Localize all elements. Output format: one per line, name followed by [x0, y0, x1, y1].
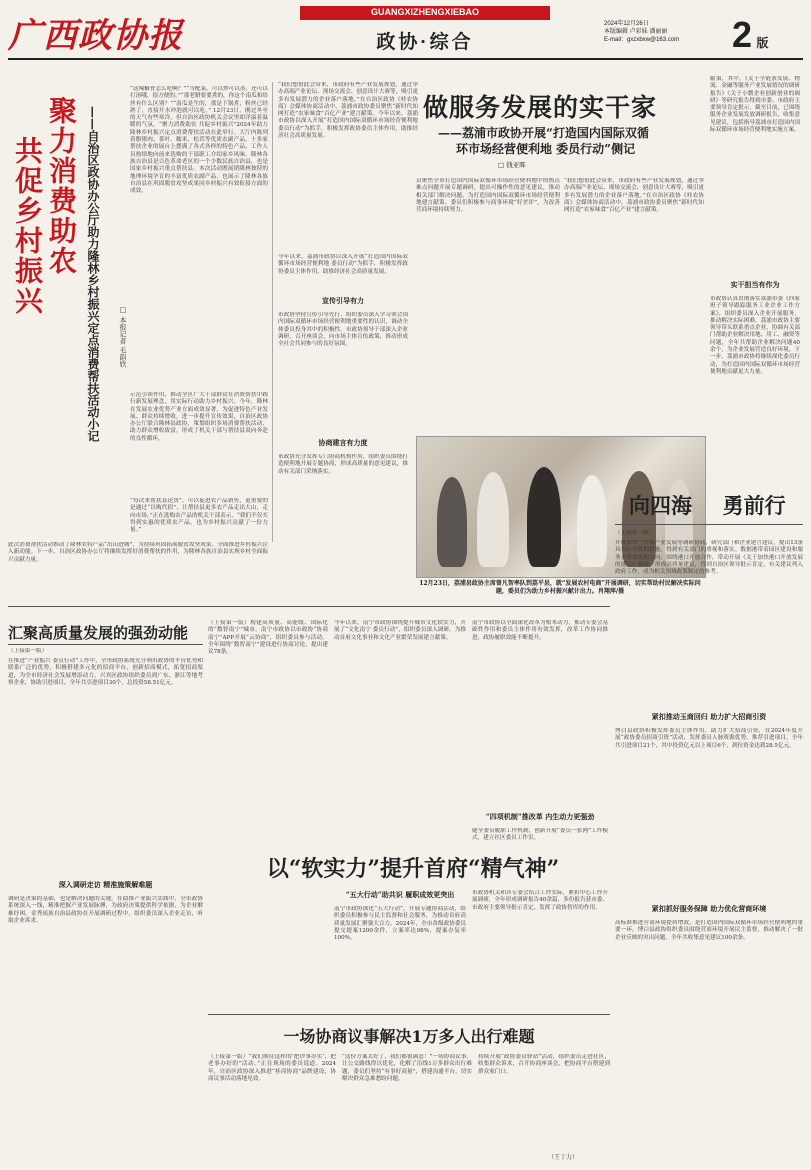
story1-sep [272, 82, 273, 542]
page-number-unit: 版 [756, 36, 769, 50]
masthead-info [604, 20, 679, 44]
story2-col-4: “我们想借此会带来，市政府有些产业发展规划，通过举办高端产业论坛、现场交流会、创意设计大赛等，吸引更多有发展潜力的企业落户落地。”在自治区政协《桂农协商》会媒体协商活动中，荔浦市政协委员聚焦“新时代知网打造”农家味食”百亿产业”建言献策。 [564, 178, 704, 214]
story5-col-1 [208, 620, 328, 840]
story2-byline: □ 钱亚晖 [498, 161, 526, 169]
story2-heading-2: 协商建言有力度 [318, 438, 368, 447]
story5-col-3: 南宁市政协以全面深化改革为根本动力，推动专委会基础性作用和委员主体作用有效发挥，改革工作协同推进，政协履职效能不断提升。 [472, 620, 608, 641]
story2-col-2: 市政协充分发挥专门协商机构作用，组织委员围绕打造便利地开展专题协商，形成高质量的意见建议，推动有关部门采纳落实。 [278, 454, 408, 475]
story1-column-1: “这辣椒骨怎么吃啊？”“当配菜，可以炒可以蒸，还可以打汤哦，很方便的。”“那老腊要要煮的，你这个南瓜和给丝有什么区别？”“南瓜是生的，那是下锅煮；粉丝已经熟了，直接开水冲泡就可以吃。” 12月23日，刚过冬至的天气有些寒冷，但自治区政协机关会议里却洋溢着温暖的气氛，“聚力消费助农 共促乡村振兴”2024年助力隆林乡村振兴定点消费帮扶活动在此举行。大厅内陈列着腊猪肉、茶叶、糯米、松茸等优质农副产品，十多家帮扶企业的展台上摆满了各式各样的特色产品，工作人员热情地向前来选购的干部职工介绍家乡风味。隆林各族自治县是百色革命老区的一个少数民族自治县，也是国家乡村振兴重点帮扶县。本次活动既展销隆林独特的地理环境孕育的丰富优质农副产品，也展示了隆林各族自治县在巩固脱贫攻坚成果同乡村振兴有效衔接方面的成效。 [130, 86, 268, 195]
story4-rule [8, 644, 203, 645]
story6-col-2: “这份方案太好了，我们都很满意！”一场协商议事，让公交路线得以优化，化解了沿线1万多群众出行难题，委员们坚持“有事好商量”，搭建沟通平台，切实解决群众急难愁盼问题。 [342, 1054, 472, 1082]
story1-title-main [10, 96, 78, 516]
issue-date: 2024年12月26日 [604, 21, 649, 27]
story4-heading-1: 深入调研走访 精准施策解难题 [58, 880, 153, 889]
story3-title-part2: 勇前行 [722, 493, 786, 518]
story1-column-4: 此次消费帮扶活动推动了隆林农特产品“出山进城”，为持续巩固拓展脱贫攻坚成果、全面推进乡村振兴注入新动能。下一步，自治区政协办公厅将继续发挥好消费帮扶的作用，为隆林各族自治县实现乡村全面振兴贡献力量。 [8, 542, 268, 563]
story5-col-6: 南宁市政协深化“五大行动”，开展专题协商活动，组织委员积极参与民主监督和社会服务，为推动首府高质量发展汇聚强大合力。2024年，全市各级政协委员提交提案1200余件，立案率达98%，提案办复率100%。 [334, 906, 466, 942]
story4-col-2: 调研是决策的基础，也是解决问题的关键。在助推产业振兴实践中，全市政协系统深入一线，精准把握产业发展脉搏，为政府决策提供科学依据，为企业解难纾困。金秀瑶族自治县政协在开展调研过程中，组织委员深入企业走访，听取企业诉求。 [8, 896, 203, 924]
story2-col-5: 市政协认真贯彻落实荔浦市委《四家班子领导跟踪服务工业企业工作方案》，组织委员深入企业开展服务，推动解决实际困难。荔浦市政协主要领导带头联系重点企业，协调有关部门帮助企业解决用地、用工、融资等问题，全年共帮助企业解决问题40余个，为企业发展营造良好环境。下一步，荔浦市政协将继续深化委员行动，为打造国内国际双循环市场经营便利地贡献更大力量。 [710, 296, 800, 375]
section-title: 政协·综合 [376, 32, 474, 53]
story1-subtitle: ——自治区政协办公厅助力隆林乡村振兴定点消费帮扶活动小记 [86, 106, 100, 442]
story5-col-7: 市政协机关和各专委会结合工作实际，紧扣中心工作开展调研，全年形成调研报告40余篇，多份报告获市委、市政府主要领导批示肯定，发挥了政协智库的作用。 [472, 890, 608, 911]
story2-heading-1: 宣传引导有力 [322, 296, 364, 305]
story-forge-ahead [615, 480, 803, 1170]
page-editors: 本版编辑 卢彩妹 潘丽丽 [604, 29, 668, 35]
story5-source: （上接第一版） [208, 620, 251, 626]
newspaper-logo: 广西政协报 [8, 16, 183, 56]
story6-title: 一场协商议事解决1万多人出行难题 [283, 1027, 535, 1046]
story5-title: 以“软实力”提升首府“精气神” [266, 856, 560, 882]
story3-col-2: 博白县政协积极发挥委员主体作用，助力扩大招商引资，在2024年度开展“政协委员招商引资”活动，发挥委员人脉资源优势，推荐引进项目，全年共引进项目21个，其中投资亿元以上项目6个，到位资金达到28.5亿元。 [615, 728, 803, 749]
story5-col-5 [208, 890, 328, 1010]
story6-signature: （王丁力） [548, 1154, 579, 1161]
story1-column-5: “我们想借此会带来，市政府有些产业发展规划，通过举办高端产业论坛、现场交流会、创意设计大赛等，吸引更多有发展潜力的企业落户落地。”在自治区政协《桂农协商》会媒体协商活动中，荔浦市政协委员聚焦“新时代知网打造”农家味食”百亿产业”建言献策。今年以来，荔浦市政协以深入开展“打造国内国际双循环市场经营便利地 委员行动”为抓手，积极发挥政协委员主体作用，助推经济社会高质量发展。 [278, 82, 418, 140]
story3-rule [615, 524, 803, 525]
story6-col-1-text: “我们期待这样的‘把钞事办实’，把老事办好的”活动。”正在现场的委员说道。2024年，自治区政协深入推进“桂商协商”品牌建设，协商议事活动落地见效。 [208, 1054, 336, 1082]
story2-heading-3: 实干担当有作为 [730, 280, 780, 289]
story3-col-1: 开展加快兰竹梅产业发展等调研协商，研究部门和企业建言建议，提出13条具有针对性的措施，得到有关部门的重视和落实。数据港带着园区建设和服务企业发展的方向，围绕港口开放合作，带动开展《关于加快港口开放发展的建议》调研，形成高质量建议，得到自治区领导批示肯定，有关建议列入政府工作，成为相关领域政策制定的参考。 [615, 540, 803, 576]
masthead [0, 0, 811, 62]
story5-heading-1: “四项机制”推改革 内生动力更强劲 [485, 812, 595, 821]
story1-byline: □ 本报记者 毛韵欣 [119, 306, 127, 368]
story4-source: （上接第一版） [8, 648, 48, 654]
story2-col-3: 员聚焦全市打造国内国际双循环市场经营便利地中的热点难点问题开展专题调研，提出可操作性的意见建议，推动相关部门解决问题，为打造国内国际双循环市场经营便利地建言献策。委员们积极参与商事环境“好差评”，为改善营商环境持续努力。 [416, 178, 560, 214]
story5-col-1-text: 构建高质量、高能级、国际化的“数智南宁”城市，南宁市政协以市政协“协商南宁”APP开展“云协商”，组织委员参与活动。全年围绕“数智南宁”建设进行协商讨论，提出建议78条。 [208, 620, 328, 656]
story1-column-3: “每次来帮扶县送货”，可以促进农产品销售，更重要的是通过“以购代捐”，让帮扶县更多农产品走出大山，走向市场。”正在选购农产品的机关干部表示，“我们不仅买得到实惠的优质农产品，也为乡村振兴贡献了一份力量。” [130, 498, 268, 534]
contact-email: E-mail：gxzxbxw@163.com [604, 37, 680, 43]
story2-col-right-top: 献策，其中，《关于全链条发展、物流、金融等服务产业发展情况的调研报告》《关于小微企业创新创业的调研》等研究报告得到市委、市政府主要领导肯定批示。截至目前，已围绕服务企业发展发放调研报告，收集意见建议，包括指导荔浦市打造国内国际双循环市场经营便利地实施方案。 [710, 76, 800, 134]
story4-title: 汇聚高质量发展的强劲动能 [8, 624, 189, 642]
story-soft-power [208, 612, 610, 1012]
story2-lead: 今年以来，荔浦市政协以深入开展“打造国内国际双循环市场经营便利地 委员行动”为抓手，积极发挥政协委员主体作用，助推经济社会高质量发展。 [278, 254, 408, 275]
story2-subtitle-line1: ——荔浦市政协开展“打造国内国际双循 [438, 126, 649, 140]
story6-col-1 [208, 1054, 336, 1160]
story4-col-1: 在推进“产业振兴 委员行动”工作中，全市政协系统充分利用政协的平台优势和联系广泛的优势，积极搭建多元化的招商平台，创新招商模式，拓宽招商渠道，为全市经济社会发展增添动力。兴宾区政协组织委员到广东、浙江等地考察企业，协助引进项目，全年共引进项目30个，总投资58.51亿元。 [8, 658, 203, 686]
story3-source: （上接第一版） [615, 530, 655, 536]
story3-col-3: 高标准推进营商环境提质增效，是打造国内国际双循环市场经营便利地的重要一环。博白县政协组织委员围绕营商环境开展民主监督，推动解决了一批企业反映的突出问题，全年共收集意见建议100余条。 [615, 920, 803, 941]
story1-title-line1: 聚力消费助农 [45, 96, 78, 276]
masthead-rule [8, 58, 803, 60]
story3-heading-1: 紧扣推动玉商回归 助力扩大招商引资 [651, 712, 767, 721]
story1-title-line2: 共促乡村振兴 [11, 136, 44, 316]
story5-col-4: 健全委员履职工作机制，创新开展“委员一张网”工作模式，建立社区委员工作室。 [472, 828, 608, 842]
story3-title-part1: 向四海 [629, 493, 692, 518]
story6-col-3: 持续开展“政协委员驿站”活动，组织委员走进社区，收集群众诉求，召开协商座谈会，把协商平台搭建到群众家门口。 [478, 1054, 610, 1075]
story2-photo-caption: 12月23日，荔浦县政协主席曾凡智率队到荔平县，就“发展农村电商”开展调研，切实帮助村民解决实际问题，委员们为助力乡村振兴献计出力。肖翔萍/摄 [419, 580, 701, 595]
story6-source: （上接第一版） [208, 1054, 249, 1060]
page-number-digit: 2 [732, 14, 753, 55]
story6-rule [208, 1014, 610, 1015]
masthead-pinyin: GUANGXIZHENGXIEBAO [370, 7, 479, 17]
page-divider [8, 606, 610, 607]
story-travel-solution [208, 1014, 610, 1164]
story5-heading-2: “五大行动”助共识 履职成效更突出 [345, 890, 455, 899]
story2-title: 做服务发展的实干家 [423, 93, 658, 122]
story2-col-1: 市政协坚持宣传引导先行，组织委员深入学习领会国内国际双循环市场经营便利地重要性的认识，调动全体委员投身其中的积极性。市政协领导干部深入企业调研，召开座谈会，向市场主体宣传政策，推动形成全社会共同参与的良好氛围。 [278, 312, 408, 348]
story3-title [629, 490, 786, 520]
story5-col-2: 今年以来，南宁市政协围绕提升城市文化软实力，开展了“文化南宁 委员行动”，组织委员深入调研，为推动首府文化事业和文化产业繁荣发展建言献策。 [334, 620, 466, 641]
page-number [732, 14, 769, 56]
story3-heading-2: 紧扣抓好服务保障 助力优化营商环境 [651, 904, 767, 913]
story-high-quality-development [8, 612, 203, 1132]
story1-column-2: 示范引领作用，推动全区广大干部群众在消费帮扶中践行新发展理念，用实际行动助力乡村振兴。今年，隆林在发展农业优势产业方面成效显著，为促进特色产业发展、群众持续增收，进一步提升宣传效果，自治区政协办公厅联合隆林县政协，策划组织多场消费帮扶活动，助力群众增收致富，形成了机关干部与帮扶县双向奔赴的良性循环。 [130, 392, 268, 442]
story2-subtitle-line2: 环市场经营便利地 委员行动”侧记 [456, 142, 636, 156]
